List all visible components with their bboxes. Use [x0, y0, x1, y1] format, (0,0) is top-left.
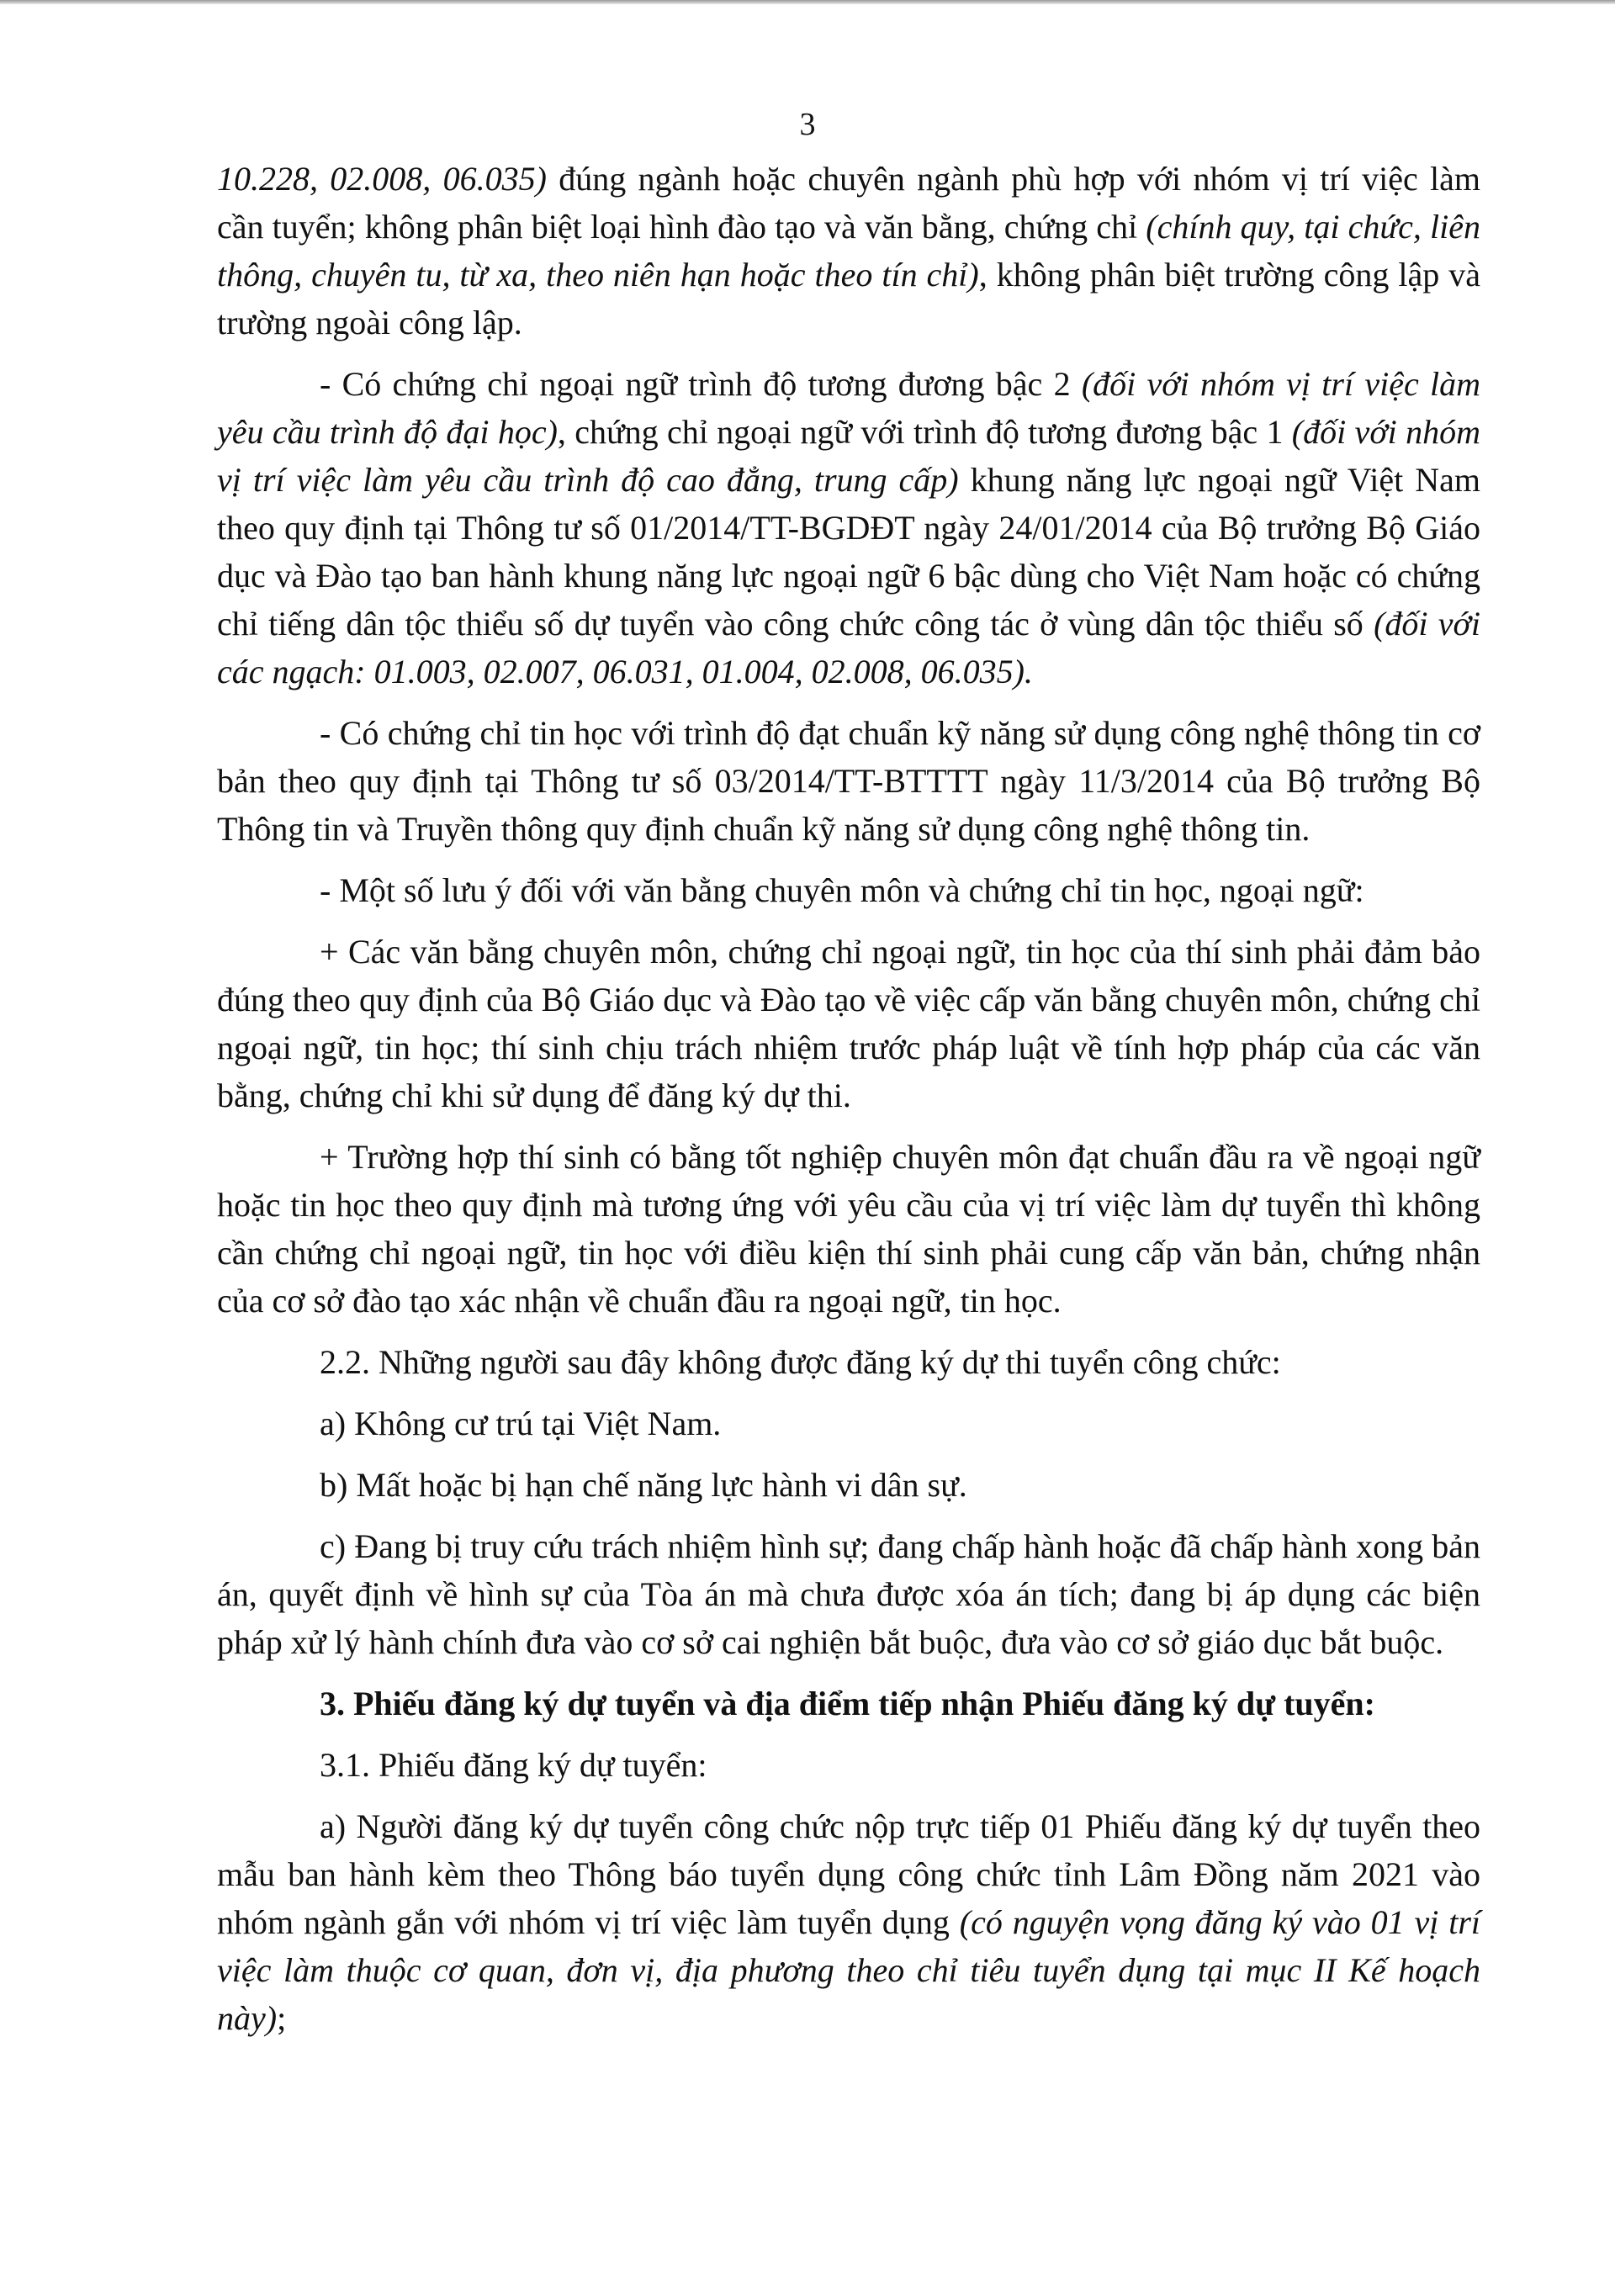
paragraph-degree-requirement: [217, 155, 1480, 347]
italic-text-run: 10.228, 02.008, 06.035): [217, 160, 547, 198]
paragraph-item-b: [217, 1461, 1480, 1509]
text-run: 2.2. Những người sau đây không được đăng ký dự thi tuyển công chức:: [320, 1343, 1281, 1381]
paragraph-registration-form-a: [217, 1802, 1480, 2042]
text-run: 3.1. Phiếu đăng ký dự tuyển:: [320, 1746, 707, 1784]
section-heading-3: [217, 1680, 1480, 1727]
text-run: 3. Phiếu đăng ký dự tuyển và địa điểm tiếp nhận Phiếu đăng ký dự tuyển:: [320, 1685, 1375, 1722]
text-run: khung năng lực ngoại ngữ Việt Nam theo quy định tại Thông tư số 01/2014/TT-BGDĐT ngày 24/01/2014 của Bộ trưởng Bộ Giáo dục và Đào tạo ban hành khung năng lực ngoại ngữ 6 bậc dùng cho Việt Nam hoặc có chứng chỉ tiếng dân tộc thiểu số dự tuyển vào công chức công tác ở vùng dân tộc thiểu số: [217, 461, 1481, 643]
italic-text-run: (đối với nhóm vị trí việc làm yêu cầu trình độ đại học): [217, 365, 1480, 451]
text-run: a) Người đăng ký dự tuyển công chức nộp trực tiếp 01 Phiếu đăng ký dự tuyển theo mẫu ban hành kèm theo Thông báo tuyển dụng công chức tỉnh Lâm Đồng năm 2021 vào nhóm ngành gắn với nhóm vị trí việc làm tuyển dụng: [217, 1807, 1480, 1941]
text-run: đúng ngành hoặc chuyên ngành phù hợp với nhóm vị trí việc làm cần tuyển; không phân biệt loại hình đào tạo và văn bằng, chứng chỉ: [217, 160, 1480, 246]
paragraph-note-diplomas: [217, 928, 1480, 1119]
text-run: c) Đang bị truy cứu trách nhiệm hình sự; đang chấp hành hoặc đã chấp hành xong bản án, quyết định về hình sự của Tòa án mà chưa được xóa án tích; đang bị áp dụng các biện pháp xử lý hành chính đưa vào cơ sở cai nghiện bắt buộc, đưa vào cơ sở giáo dục bắt buộc.: [217, 1527, 1480, 1661]
paragraph-section-3-1: [217, 1741, 1480, 1789]
text-run: - Có chứng chỉ tin học với trình độ đạt chuẩn kỹ năng sử dụng công nghệ thông tin cơ bản theo quy định tại Thông tư số 03/2014/TT-BTTTT ngày 11/3/2014 của Bộ trưởng Bộ Thông tin và Truyền thông quy định chuẩn kỹ năng sử dụng công nghệ thông tin.: [217, 714, 1480, 848]
italic-text-run: (đối với nhóm vị trí việc làm yêu cầu trình độ cao đẳng, trung cấp): [217, 413, 1480, 499]
text-run: , chứng chỉ ngoại ngữ với trình độ tương đương bậc 1: [557, 413, 1292, 451]
text-run: + Các văn bằng chuyên môn, chứng chỉ ngoại ngữ, tin học của thí sinh phải đảm bảo đúng theo quy định của Bộ Giáo dục và Đào tạo về việc cấp văn bằng chuyên môn, chứng chỉ ngoại ngữ, tin học; thí sinh chịu trách nhiệm trước pháp luật về tính hợp pháp của các văn bằng, chứng chỉ khi sử dụng để đăng ký dự thi.: [217, 933, 1480, 1114]
paragraph-item-a: [217, 1399, 1480, 1447]
text-run: + Trường hợp thí sinh có bằng tốt nghiệp chuyên môn đạt chuẩn đầu ra về ngoại ngữ hoặc tin học theo quy định mà tương ứng với yêu cầu của vị trí việc làm dự tuyển thì không cần chứng chỉ ngoại ngữ, tin học với điều kiện thí sinh phải cung cấp văn bản, chứng nhận của cơ sở đào tạo xác nhận về chuẩn đầu ra ngoại ngữ, tin học.: [217, 1138, 1480, 1320]
paragraph-item-c: [217, 1522, 1480, 1666]
italic-text-run: (chính quy, tại chức, liên thông, chuyên tu, từ xa, theo niên hạn hoặc theo tín chỉ): [217, 208, 1481, 294]
italic-text-run: (có nguyện vọng đăng ký vào 01 vị trí việc làm thuộc cơ quan, đơn vị, địa phương theo chỉ tiêu tuyển dụng tại mục II Kế hoạch này): [217, 1903, 1480, 2037]
paragraph-section-2-2: [217, 1338, 1480, 1386]
text-run: - Một số lưu ý đối với văn bằng chuyên môn và chứng chỉ tin học, ngoại ngữ:: [320, 871, 1364, 909]
paragraph-foreign-language-certificate: [217, 360, 1480, 696]
page-number: 3: [799, 107, 816, 142]
text-run: a) Không cư trú tại Việt Nam.: [320, 1405, 722, 1442]
paragraph-note-graduation-standard: [217, 1133, 1480, 1325]
text-run: ;: [277, 1999, 287, 2037]
italic-text-run: (đối với các ngạch: 01.003, 02.007, 06.031, 01.004, 02.008, 06.035).: [217, 605, 1480, 690]
page-top-edge: [0, 0, 1615, 4]
paragraph-it-certificate: [217, 709, 1480, 853]
document-body: [217, 155, 1480, 2042]
paragraph-notes-heading: [217, 866, 1480, 914]
text-run: b) Mất hoặc bị hạn chế năng lực hành vi dân sự.: [320, 1466, 967, 1504]
text-run: - Có chứng chỉ ngoại ngữ trình độ tương đương bậc 2: [320, 365, 1082, 403]
text-run: , không phân biệt trường công lập và trường ngoài công lập.: [217, 256, 1480, 341]
